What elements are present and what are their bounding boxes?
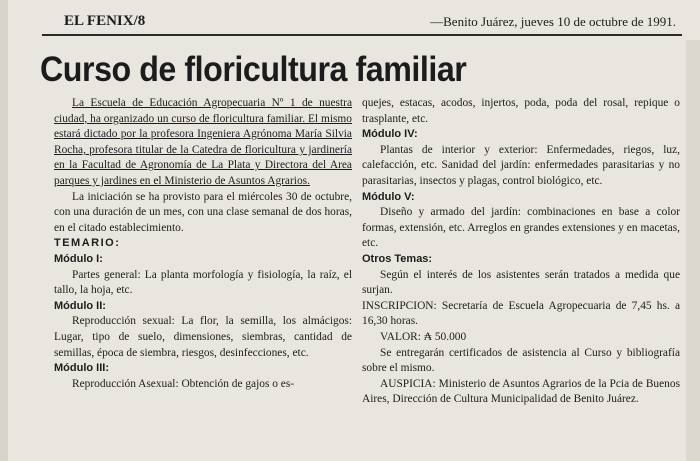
modulo-2-title: Módulo II: <box>54 299 106 312</box>
otros-temas-text: Según el interés de los asistentes serán tratados a medida que surjan. <box>362 268 680 297</box>
valor-text: VALOR: ₳ 50.000 <box>380 330 467 343</box>
certificados-text: Se entregarán certificados de asistencia al Curso y bibliografía sobre el mismo. <box>362 346 680 375</box>
modulo-3-title: Módulo III: <box>54 362 109 375</box>
temario-heading: TEMARIO: <box>54 237 121 250</box>
modulo-3-continued: quejes, estacas, acodos, injertos, poda, poda del rosal, repique o trasplante, etc. <box>362 97 680 125</box>
paper-name: EL FENIX/8 <box>64 13 146 29</box>
intro-paragraph: La Escuela de Educación Agropecuaria Nº 1 de nuestra ciudad, ha organizado un curso de floricultura familiar. El mismo estará dictado por la profesora Ingeniera Agrónoma María Silvia Rocha, profesora titular de la Catedra de floricultura y jardinería en la Facultad de Agronomía de La Plata y Directora del Area parques y jardines en el Ministerio de Asuntos Agrarios. <box>54 97 352 187</box>
modulo-2-text: Reproducción sexual: La flor, la semilla, los almácigos: Lugar, tipo de suelo, dimensiones, siembras, cantidad de semillas, época de siembra, riesgos, desinfecciones, etc. <box>54 315 352 359</box>
modulo-1-title: Módulo I: <box>54 252 103 265</box>
modulo-4-text: Plantas de interior y exterior: Enfermedades, riegos, luz, calefacción, etc. Sanidad del jardín: enfermedades parasitarias y no parasitarias, insectos y plagas, control biológico, etc. <box>362 143 680 187</box>
modulo-5-text: Diseño y armado del jardín: combinaciones en base a color formas, extensión, etc. Arreglos en grandes extensiones y en macetas, etc. <box>362 206 680 250</box>
article-column-right <box>362 96 680 408</box>
modulo-3-text: Reproducción Asexual: Obtención de gajos o es- <box>72 377 295 390</box>
otros-temas-title: Otros Temas: <box>362 252 433 265</box>
dateline: —Benito Juárez, jueves 10 de octubre de 1991. <box>430 14 676 29</box>
article-column-left <box>54 96 352 392</box>
masthead <box>42 10 682 36</box>
inscripcion-text: INSCRIPCION: Secretaría de Escuela Agropecuaria de 7,45 hs. a 16,30 horas. <box>362 299 680 328</box>
schedule-paragraph: La iniciación se ha provisto para el miércoles 30 de octubre, con una duración de un mes, con una clase semanal de dos horas, en el citado establecimiento. <box>54 190 352 234</box>
page-edge-left <box>0 0 8 461</box>
modulo-5-title: Módulo V: <box>362 190 415 203</box>
auspicia-text: AUSPICIA: Ministerio de Asuntos Agrarios de la Pcia de Buenos Aires, Dirección de Cultura Municipalidad de Benito Juárez. <box>362 377 680 406</box>
modulo-4-title: Módulo IV: <box>362 128 418 141</box>
modulo-1-text: Partes general: La planta morfología y fisiología, la raíz, el tallo, la hoja, etc. <box>54 268 352 297</box>
article-headline: Curso de floricultura familiar <box>40 50 467 89</box>
page-edge-right <box>686 40 700 461</box>
